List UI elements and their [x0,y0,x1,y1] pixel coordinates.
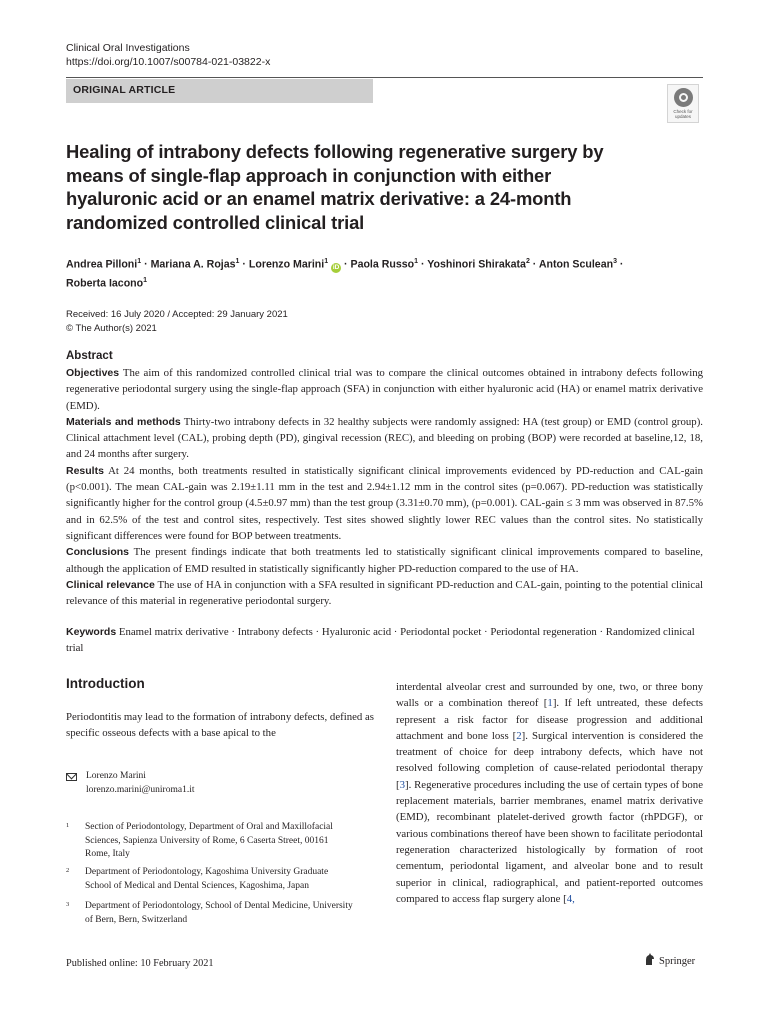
doi-link[interactable]: https://doi.org/10.1007/s00784-021-03822-x [66,56,271,68]
author-separator: · [616,258,624,271]
springer-logo [644,953,695,967]
published-online: Published online: 10 February 2021 [66,958,214,969]
corresponding-email[interactable]: lorenzo.marini@uniroma1.it [86,785,195,795]
affiliation-text: Department of Periodontology, Kagoshima University Graduate School of Medical and Dental Sciences, Kagoshima, Japan [85,867,329,891]
publisher-name: Springer [659,956,696,967]
author-affiliation-mark: 1 [137,258,142,265]
keywords-label: Keywords [66,626,117,638]
citation-link[interactable]: 3 [399,778,406,791]
intro-text: interdental alveolar crest and surrounded by one, two, or three bony walls or a combination thereof [ [396,681,703,710]
author-name: Anton Sculean [538,258,614,271]
abstract-relevance [66,577,703,610]
citation-link[interactable]: 2 [516,729,522,742]
author-affiliation-mark: 1 [143,276,148,284]
article-dates [66,308,288,335]
author-affiliation-mark: 1 [324,258,329,265]
author-separator: · [239,258,249,271]
abstract-results [66,463,703,544]
introduction-heading: Introduction [66,676,145,691]
objectives-label: Objectives [66,367,120,379]
author-name: Yoshinori Shirakata [427,258,526,271]
author-separator: · [341,258,351,271]
relevance-text: The use of HA in conjunction with a SFA resulted in significant PD-reduction and CAL-gain, pointing to the potential clinical relevance of this material in regenerative periodontal surgery. [66,578,704,608]
author-name: Lorenzo Marini [248,258,325,271]
keywords-text: Enamel matrix derivative · Intrabony defects · Hyaluronic acid · Periodontal pocket · Periodontal regeneration · Randomized clinical trial [66,626,695,655]
author-affiliation-mark: 1 [235,258,240,265]
affiliation-number: 2 [66,867,70,874]
citation-link[interactable]: 1 [547,697,553,710]
author-affiliation-mark: 3 [613,258,617,265]
affiliation-text: Section of Periodontology, Department of Oral and Maxillofacial Sciences, Sapienza University of Rome, 6 Caserta Street, 00161 Rome, Italy [85,822,333,859]
abstract-conclusions [66,544,703,577]
author-name: Andrea Pilloni [66,258,138,271]
intro-text: ]. Surgical intervention is considered the treatment of choice for deep intrabony defects, which have not resolved following completion of cause-related periodontal therapy [ [396,729,703,791]
conclusions-text: The present findings indicate that both treatments led to statistically significant clinical improvements compared to baseline, although the application of EMD resulted in statistically significantly higher PD-reduction compared to the use of HA. [66,546,703,575]
abstract-objectives [66,365,703,414]
results-label: Results [66,464,104,477]
received-accepted: Received: 16 July 2020 / Accepted: 29 January 2021 [66,309,288,320]
check-updates-icon [674,88,693,107]
affiliation-number: 1 [66,822,70,829]
author-separator: · [141,258,151,271]
keywords [66,624,703,657]
objectives-text: The aim of this randomized controlled clinical trial was to compare the clinical outcomes obtained in intrabony defects following regenerative periodontal surgery using the single-flap approach (SFA) in conjunction with either hyaluronic acid (HA) or enamel matrix derivative (EMD). [66,367,704,412]
author-separator: · [418,258,428,271]
author-list [66,254,706,291]
envelope-icon [66,773,77,781]
check-updates-label: Check for updates [673,109,693,119]
introduction-right-column [396,679,703,907]
author-name: Mariana A. Rojas [150,258,236,271]
results-text: At 24 months, both treatments resulted in statistically significant clinical improvements evidenced by PD-reduction and CAL-gain (p<0.001). The mean CAL-gain was 2.19±1.11 mm in the test and 2.94±1.12 mm in the control sites (p=0.067). PD-reduction was statistically significantly higher for the control group (4.5±0.97 mm) than the test group (3.31±0.70 mm), (p=0.001). CAL-gain ≤ 3 mm was observed in 87.5% and in 62.5% of the test and control sites, respectively. Test sites showed slightly lower REC values than the control sites. No statistically significant differences were found for BOP between treatments. [66,464,703,542]
intro-text: ]. If left untreated, these defects represent a risk factor for disease progression and additional attachment and bone loss [ [396,697,703,742]
article-type-banner: ORIGINAL ARTICLE [66,79,373,103]
intro-text: ]. Regenerative procedures including the use of certain types of bone replacement materials, barrier membranes, enamel matrix derivative (EMD), recombinant platelet-derived growth factor (rhPDGF), or various combinations thereof have been shown to facilitate periodontal regeneration characterized histologically by formation of root cementum, periodontal ligament, and alveolar bone and to result superior in clinical, radiographical, and patient-reported outcomes compared to access flap surgery alone [ [396,778,703,905]
intro-paragraph: Periodontitis may lead to the formation of intrabony defects, defined as specific osseous defects with a base apical to the [66,711,374,740]
author-name: Roberta Iacono [66,277,144,290]
author-affiliation-mark: 1 [414,258,418,265]
author-separator: · [529,258,539,271]
relevance-label: Clinical relevance [66,578,155,591]
copyright: © The Author(s) 2021 [66,322,157,334]
affiliation-text: Department of Periodontology, School of Dental Medicine, University of Bern, Bern, Switzerland [85,901,353,925]
methods-text: Thirty-two intrabony defects in 32 healthy subjects were randomly assigned: HA (test group) or EMD (control group). Clinical attachment level (CAL), probing depth (PD), gingival recession (REC), and bleeding on probing (BOP) were recorded at baseline,12, 18, and 24 months after surgery. [66,415,704,461]
introduction-left-column [66,709,374,742]
header-rule [66,77,703,78]
orcid-icon[interactable]: iD [332,263,340,271]
intro-paragraph [396,679,703,907]
conclusions-label: Conclusions [66,546,130,559]
author-name: Paola Russo [350,258,415,271]
paper-title: Healing of intrabony defects following regenerative surgery by means of single-flap approach in conjunction with either hyaluronic acid or an enamel matrix derivative: a 24-month randomized controlled clinical trial [66,141,604,233]
journal-name: Clinical Oral Investigations [66,42,190,54]
abstract-body [66,365,703,609]
abstract-methods [66,414,703,463]
methods-label: Materials and methods [66,415,181,428]
author-affiliation-mark: 2 [525,258,530,265]
citation-link[interactable]: 4, [566,892,575,905]
springer-horse-icon [644,953,656,966]
corresponding-author: Lorenzo Marini [86,771,146,781]
abstract-heading: Abstract [66,350,113,362]
journal-header [66,41,270,69]
check-for-updates-badge[interactable] [667,84,699,123]
affiliation-number: 3 [66,901,70,908]
